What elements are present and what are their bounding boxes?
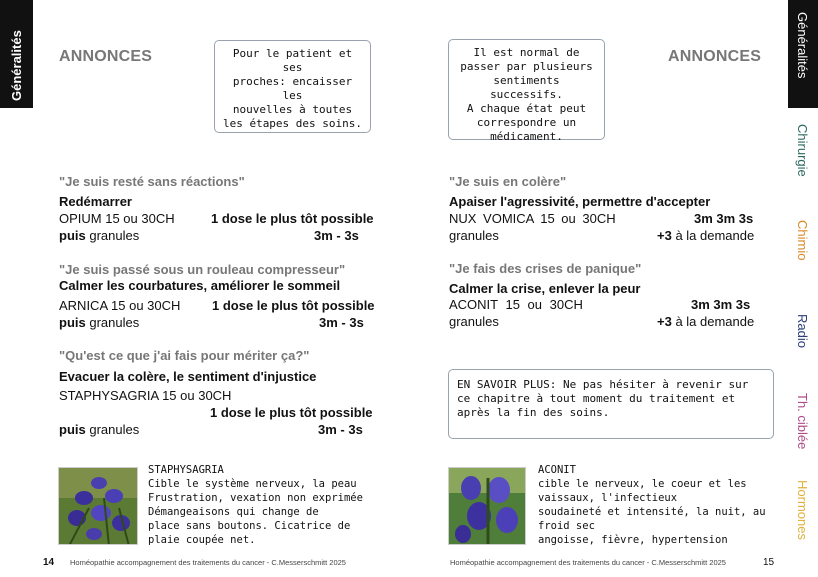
footer: Homéopathie accompagnement des traitements du cancer - C.Messerschmitt 2025 (70, 558, 346, 567)
page-number: 15 (763, 557, 775, 568)
tab-label: Radio (795, 314, 810, 348)
on-demand-line (657, 313, 754, 330)
dose: 1 dose le plus tôt possible (210, 405, 373, 420)
block-title: Apaiser l'agressivité, permettre d'accepter (449, 194, 711, 209)
section-tab-th-ciblee[interactable] (788, 393, 818, 463)
on-demand-line (657, 227, 754, 244)
aconit-caption: ACONIT cible le nerveux, le coeur et les vaissaux, l'infectieux soudaineté et intensité, la nuit, au froid sec angoisse, fièvre, hypertension (538, 464, 766, 546)
note-box: Il est normal de passer par plusieurs sentiments successifs. A chaque état peut correspondre un médicament. (448, 39, 605, 140)
savoir-plus-box: EN SAVOIR PLUS: Ne pas hésiter à revenir sur ce chapitre à tout moment du traitement et après la fin des soins. (448, 369, 774, 439)
remedy: NUX VOMICA 15 ou 30CH (449, 211, 616, 226)
aconit-photo (448, 467, 526, 545)
tab-label: Généralités (9, 30, 24, 101)
dose: 1 dose le plus tôt possible (211, 211, 374, 226)
puis-line (59, 421, 139, 438)
note-box: Pour le patient et ses proches: encaisser les nouvelles à toutes les étapes des soins. (214, 40, 371, 133)
flower-image (59, 468, 138, 545)
tab-label: Hormones (795, 480, 810, 540)
footer: Homéopathie accompagnement des traitements du cancer - C.Messerschmitt 2025 (450, 558, 726, 567)
remedy: STAPHYSAGRIA 15 ou 30CH (59, 388, 232, 403)
section-tab-chirurgie[interactable] (788, 124, 818, 194)
puis-line (59, 227, 139, 244)
page-heading: ANNONCES (668, 48, 762, 65)
block-title: Calmer la crise, enlever la peur (449, 281, 641, 296)
remedy: ACONIT 15 ou 30CH (449, 297, 583, 312)
frequency: 3m 3m 3s (691, 297, 751, 312)
page-heading: ANNONCES (59, 48, 153, 65)
tab-label: Généralités (795, 12, 810, 79)
frequency: 3m - 3s (319, 315, 364, 330)
granules: granules (85, 315, 140, 330)
flower-image (449, 468, 526, 545)
quote: "Je suis en colère" (449, 174, 567, 189)
remedy: OPIUM 15 ou 30CH (59, 211, 175, 226)
granules: granules (85, 422, 140, 437)
dose: 1 dose le plus tôt possible (212, 298, 375, 313)
quote: "Je suis resté sans réactions" (59, 174, 245, 189)
block-title: Calmer les courbatures, améliorer le sommeil (59, 278, 341, 293)
block-title: Redémarrer (59, 194, 132, 209)
staphysagria-photo (58, 467, 138, 545)
tab-label: Chirurgie (795, 124, 810, 177)
remedy: ARNICA 15 ou 30CH (59, 298, 181, 313)
section-tab-hormones[interactable] (788, 480, 818, 550)
quote: "Qu'est ce que j'ai fais pour mériter ça?" (59, 348, 310, 363)
frequency: 3m - 3s (314, 228, 359, 243)
plus-dose: +3 (657, 228, 672, 243)
frequency: 3m - 3s (318, 422, 363, 437)
puis: puis (59, 228, 86, 243)
tab-label: Chimio (795, 220, 810, 261)
on-demand: à la demande (671, 314, 755, 329)
block-title: Evacuer la colère, le sentiment d'injustice (59, 369, 317, 384)
section-tab-radio[interactable] (788, 314, 818, 364)
granules: granules (85, 228, 140, 243)
section-tab-chimio[interactable] (788, 220, 818, 280)
section-tab-generalites-left[interactable] (0, 0, 33, 108)
puis: puis (59, 315, 86, 330)
frequency: 3m 3m 3s (694, 211, 754, 226)
tab-label: Th. ciblée (795, 393, 810, 450)
section-tab-generalites-right[interactable] (788, 0, 818, 108)
on-demand: à la demande (671, 228, 755, 243)
staphysagria-caption: STAPHYSAGRIA Cible le système nerveux, la peau Frustration, vexation non exprimée Démangeaisons qui change de place sans boutons. Cicatrice de plaie coupée net. (148, 464, 363, 546)
puis: puis (59, 422, 86, 437)
page-number: 14 (43, 557, 55, 568)
plus-dose: +3 (657, 314, 672, 329)
puis-line (59, 314, 139, 331)
granules: granules (449, 314, 499, 329)
quote: "Je suis passé sous un rouleau compresseur" (59, 262, 346, 277)
quote: "Je fais des crises de panique" (449, 261, 642, 276)
granules: granules (449, 228, 499, 243)
